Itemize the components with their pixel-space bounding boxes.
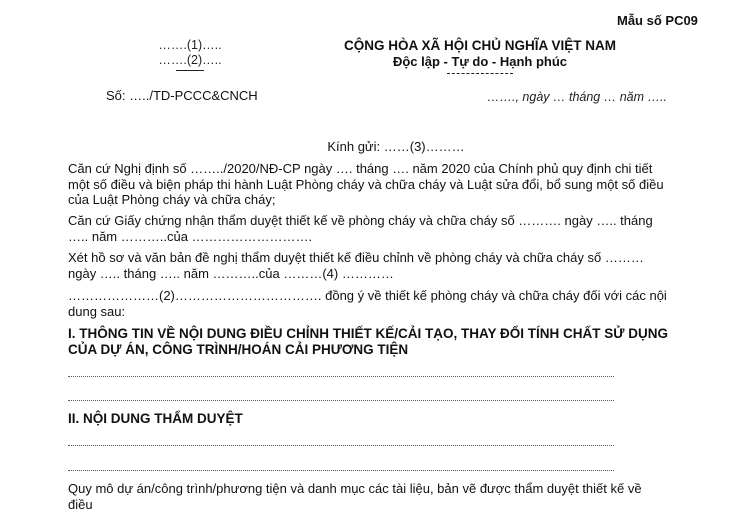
section-1-fill-line-2	[68, 400, 614, 401]
legal-basis-decree: Căn cứ Nghị định số ……../2020/NĐ-CP ngày …. tháng …. năm 2020 của Chính phủ quy định chi tiết một số điều và biện pháp thi hành Luật Phòng cháy và chữa cháy và Luật sửa đổi, bổ sung một số điều của Luật Phòng cháy và chữa cháy;	[68, 161, 664, 207]
recipient-line	[0, 139, 750, 154]
section-1-title: I. THÔNG TIN VỀ NỘI DUNG ĐIỀU CHỈNH THIẾT KẾ/CẢI TẠO, THAY ĐỔI TÍNH CHẤT SỬ DỤNG CỦA DỰ ÁN, CÔNG TRÌNH/HOÁN CẢI PHƯƠNG TIỆN	[68, 326, 668, 357]
legal-basis-certificate: Căn cứ Giấy chứng nhận thẩm duyệt thiết kế về phòng cháy và chữa cháy số ………. ngày ….. tháng ….. năm ………..của ……………………….	[68, 213, 653, 244]
agency-line-2: …….(2)…..	[158, 53, 222, 67]
document-number: Số: …../TD-PCCC&CNCH	[106, 88, 258, 103]
agency-line-1: …….(1)…..	[158, 38, 222, 52]
national-divider	[447, 73, 513, 74]
section-2-fill-line-1	[68, 445, 614, 446]
section-2-title: II. NỘI DUNG THẨM DUYỆT	[68, 411, 243, 426]
national-motto: Độc lập - Tự do - Hạnh phúc	[392, 54, 568, 69]
application-review: Xét hồ sơ và văn bản đề nghị thẩm duyệt thiết kế điều chỉnh về phòng cháy và chữa cháy số ……… ngày ….. tháng ….. năm ………..của ………(4) …………	[68, 250, 644, 281]
approval-statement: …………………(2)……………………………. đồng ý về thiết kế phòng cháy và chữa cháy đối với các nội dung sau:	[68, 288, 667, 319]
section-1-fill-line-1	[68, 376, 614, 377]
form-code: Mẫu số PC09	[617, 13, 698, 28]
agency-header	[100, 38, 280, 71]
document-date: ……., ngày … tháng … năm …..	[487, 90, 667, 104]
section-2-fill-line-2	[68, 470, 614, 471]
scope-paragraph: Quy mô dự án/công trình/phương tiện và danh mục các tài liệu, bản vẽ được thẩm duyệt thiết kế về điều	[68, 481, 642, 512]
agency-divider	[176, 70, 204, 71]
national-header	[340, 38, 620, 74]
nation-title: CỘNG HÒA XÃ HỘI CHỦ NGHĨA VIỆT NAM	[343, 38, 616, 53]
recipient-text: Kính gửi: ……(3)………	[327, 139, 465, 154]
